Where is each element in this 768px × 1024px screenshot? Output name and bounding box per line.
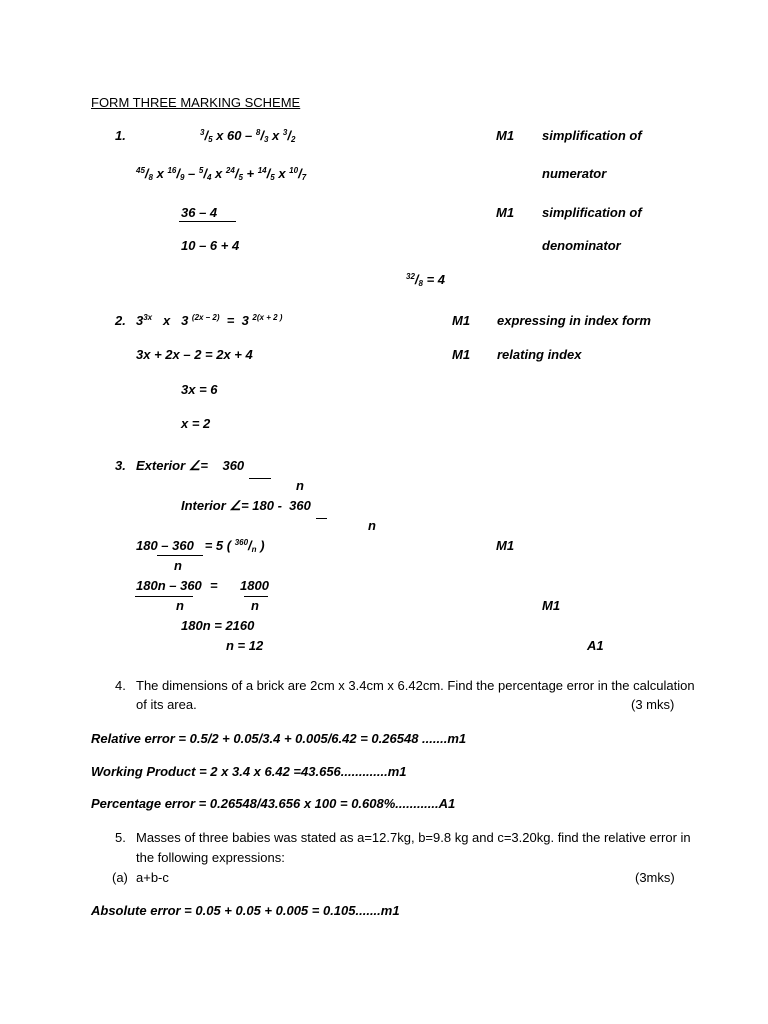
q5-part-a-label: (a): [112, 870, 128, 885]
q1-expression: $^3/_5$ x $60 - ^8/_3$ x $^3/_2$: [200, 128, 296, 144]
q3-exterior: Exterior ∠= 360: [136, 458, 245, 473]
q4-marks: (3 mks): [631, 697, 675, 712]
q3-eq1: 180 – 360 = 5 ( $^{360}/_n$ ): [136, 538, 265, 554]
q2-line-2: 3x + 2x – 2 = 2x + 4: [136, 347, 253, 362]
q3-eq2-eq: =: [210, 578, 218, 593]
q3-interior-bar: [316, 518, 327, 519]
q1-expanded: $^{45}/_8$ x $^{16}/_9 - ^5/_4$ x $^{24}/_5 + ^{14}/_5$ x $^{10}/_7$: [136, 166, 307, 182]
q1-comment-2b: denominator: [542, 238, 621, 253]
q1-numerator: 36 – 4: [181, 205, 218, 220]
q4-answer-1: Relative error = 0.5/2 + 0.05/3.4 + 0.005/6.42 = 0.26548 .......m1: [91, 731, 467, 746]
q2-mark-1: M1: [452, 313, 471, 328]
q1-mark-2: M1: [496, 205, 515, 220]
q2-mark-2: M1: [452, 347, 471, 362]
q5-marks: (3mks): [635, 870, 675, 885]
q5-part-a: a+b-c: [136, 870, 169, 885]
q3-eq2-left-den: n: [176, 598, 184, 613]
q1-comment-2a: simplification of: [542, 205, 642, 220]
q3-eq1-den: n: [174, 558, 182, 573]
q5-text-2: the following expressions:: [136, 850, 285, 865]
angle-icon: ∠: [188, 458, 201, 473]
q4-text-1: The dimensions of a brick are 2cm x 3.4cm x 6.42cm. Find the percentage error in the calculation: [136, 678, 695, 693]
q3-exterior-bar: [249, 478, 271, 479]
q3-eq2-left: 180n – 360: [136, 578, 202, 593]
q1-comment-1a: simplification of: [542, 128, 642, 143]
q1-fraction-bar: [179, 221, 236, 222]
q2-line-4: x = 2: [181, 416, 211, 431]
q2-comment-1: expressing in index form: [497, 313, 651, 328]
q3-interior-den: n: [368, 518, 376, 533]
q3-eq4: n = 12: [226, 638, 264, 653]
q3-exterior-den: n: [296, 478, 304, 493]
q3-eq2-right: 1800: [240, 578, 269, 593]
q4-text-2: of its area.: [136, 697, 197, 712]
q1-denominator: 10 – 6 + 4: [181, 238, 240, 253]
q1-number: 1.: [115, 128, 126, 143]
q3-eq2-left-bar: [135, 596, 193, 597]
q3-eq2-right-bar: [244, 596, 268, 597]
q5-number: 5.: [115, 830, 126, 845]
q5-answer-1: Absolute error = 0.05 + 0.05 + 0.005 = 0.105.......m1: [91, 903, 400, 918]
q3-eq1-bar: [157, 555, 203, 556]
page-heading: FORM THREE MARKING SCHEME: [91, 95, 301, 110]
q5-text-1: Masses of three babies was stated as a=12.7kg, b=9.8 kg and c=3.20kg. find the relative error in: [136, 830, 691, 845]
q4-answer-3: Percentage error = 0.26548/43.656 x 100 = 0.608%............A1: [91, 796, 456, 811]
q3-interior: Interior ∠= 180 - 360: [181, 498, 311, 513]
q1-mark-1: M1: [496, 128, 515, 143]
q2-comment-2: relating index: [497, 347, 582, 362]
q4-number: 4.: [115, 678, 126, 693]
angle-icon: ∠: [229, 498, 242, 513]
q3-mark-3: A1: [587, 638, 604, 653]
q1-comment-1b: numerator: [542, 166, 607, 181]
q3-eq3: 180n = 2160: [181, 618, 255, 633]
q3-eq2-right-den: n: [251, 598, 259, 613]
q4-answer-2: Working Product = 2 x 3.4 x 6.42 =43.656.............m1: [91, 764, 407, 779]
q1-result: $^{32}/_8 = 4$: [406, 272, 446, 288]
q2-number: 2.: [115, 313, 126, 328]
q2-equation: $3^{3x}$ x 3 $^{(2x - 2)}$ = 3 $^{2(x + 2 )}$: [136, 313, 283, 328]
q3-mark-2: M1: [542, 598, 561, 613]
q3-number: 3.: [115, 458, 126, 473]
q3-mark-1: M1: [496, 538, 515, 553]
q2-line-3: 3x = 6: [181, 382, 218, 397]
